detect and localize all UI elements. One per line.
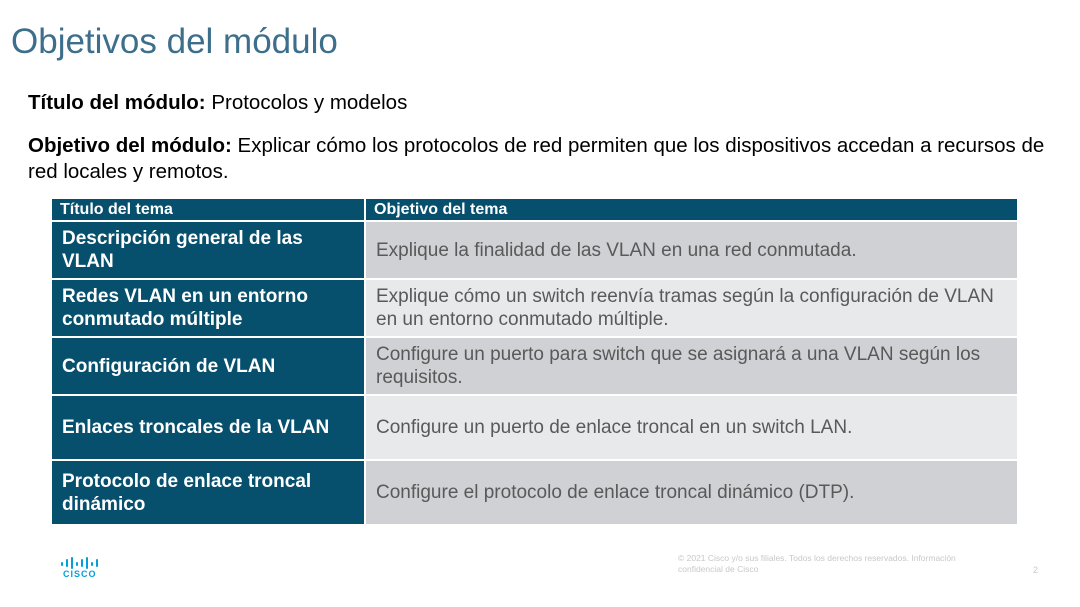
table-row bbox=[52, 337, 1017, 395]
topic-objective-cell: Configure un puerto para switch que se asignará a una VLAN según los requisitos. bbox=[365, 337, 1017, 395]
topic-objective-cell: Configure un puerto de enlace troncal en un switch LAN. bbox=[365, 395, 1017, 460]
module-title-label: Título del módulo: bbox=[28, 91, 206, 114]
table-row bbox=[52, 279, 1017, 337]
topic-objective-cell: Explique la finalidad de las VLAN en una red conmutada. bbox=[365, 221, 1017, 279]
module-title-line bbox=[28, 90, 1058, 116]
page-number: 2 bbox=[1033, 565, 1039, 575]
table-row bbox=[52, 221, 1017, 279]
slide-title: Objetivos del módulo bbox=[11, 22, 338, 61]
topic-objective-cell: Explique cómo un switch reenvía tramas según la configuración de VLAN en un entorno conmutado múltiple. bbox=[365, 279, 1017, 337]
topic-title-cell: Descripción general de las VLAN bbox=[52, 221, 365, 279]
topic-objective-cell: Configure el protocolo de enlace troncal dinámico (DTP). bbox=[365, 460, 1017, 525]
topic-title-cell: Protocolo de enlace troncal dinámico bbox=[52, 460, 365, 525]
module-objective-line bbox=[28, 133, 1063, 185]
header-topic-objective: Objetivo del tema bbox=[365, 199, 1017, 221]
footer-copyright: © 2021 Cisco y/o sus filiales. Todos los derechos reservados. Información confidencial de Cisco bbox=[678, 553, 956, 574]
table-row bbox=[52, 395, 1017, 460]
topics-table bbox=[52, 199, 1017, 526]
table-row bbox=[52, 460, 1017, 525]
module-objective-label: Objetivo del módulo: bbox=[28, 134, 232, 157]
topic-title-cell: Enlaces troncales de la VLAN bbox=[52, 395, 365, 460]
cisco-logo-text: CISCO bbox=[63, 569, 97, 579]
module-objective-value: Explicar cómo los protocolos de red permiten que los dispositivos accedan a recursos de red locales y remotos. bbox=[28, 134, 1045, 183]
module-title-value: Protocolos y modelos bbox=[205, 91, 408, 114]
topic-title-cell: Redes VLAN en un entorno conmutado múltiple bbox=[52, 279, 365, 337]
header-topic-title: Título del tema bbox=[52, 199, 365, 221]
topic-title-cell: Configuración de VLAN bbox=[52, 337, 365, 395]
table-header-row bbox=[52, 199, 1017, 221]
